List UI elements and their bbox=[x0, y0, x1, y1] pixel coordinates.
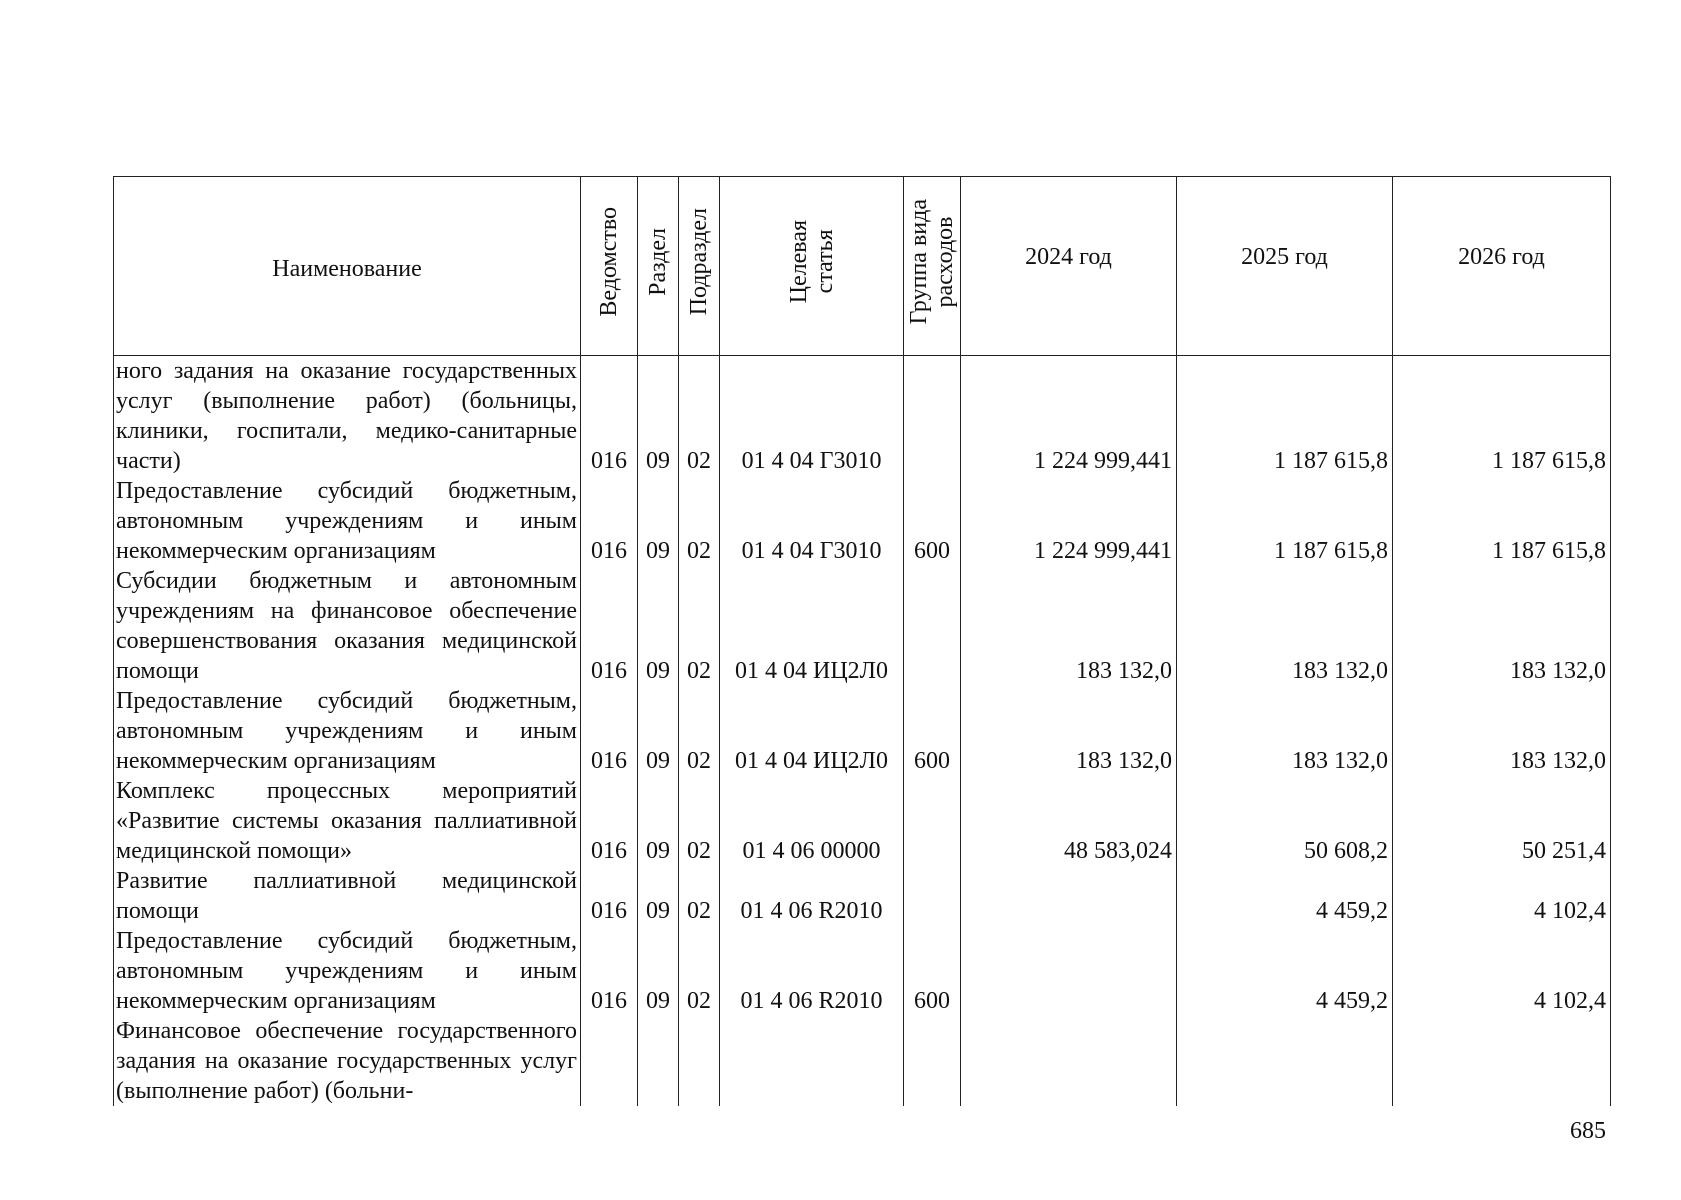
table-row bbox=[114, 566, 1611, 686]
cell-2025: 1 187 615,8 bbox=[1177, 356, 1393, 477]
page-number: 685 bbox=[1570, 1118, 1606, 1144]
header-year-2025: 2025 год bbox=[1177, 177, 1393, 356]
cell-2026: 50 251,4 bbox=[1393, 776, 1611, 866]
cell-2025: 183 132,0 bbox=[1177, 686, 1393, 776]
cell-2024: 48 583,024 bbox=[961, 776, 1177, 866]
cell-podrazdel: 02 bbox=[679, 686, 720, 776]
cell-razdel: 09 bbox=[638, 866, 679, 926]
cell-celevaya-statya: 01 4 04 ИЦ2Л0 bbox=[720, 686, 904, 776]
cell-2024: 1 224 999,441 bbox=[961, 356, 1177, 477]
cell-2025: 50 608,2 bbox=[1177, 776, 1393, 866]
cell-2024 bbox=[961, 926, 1177, 1016]
cell-vedomstvo: 016 bbox=[581, 776, 638, 866]
cell-podrazdel: 02 bbox=[679, 356, 720, 477]
cell-gruppa bbox=[904, 776, 961, 866]
table-row bbox=[114, 476, 1611, 566]
cell-razdel: 09 bbox=[638, 686, 679, 776]
header-vedomstvo: Ведомство bbox=[581, 177, 638, 356]
cell-gruppa bbox=[904, 356, 961, 477]
cell-gruppa bbox=[904, 566, 961, 686]
cell-celevaya-statya: 01 4 06 R2010 bbox=[720, 926, 904, 1016]
cell-2024 bbox=[961, 866, 1177, 926]
cell-podrazdel bbox=[679, 1016, 720, 1106]
cell-2025: 183 132,0 bbox=[1177, 566, 1393, 686]
cell-gruppa: 600 bbox=[904, 926, 961, 1016]
cell-2026: 4 102,4 bbox=[1393, 926, 1611, 1016]
cell-2026: 1 187 615,8 bbox=[1393, 356, 1611, 477]
cell-celevaya-statya: 01 4 06 00000 bbox=[720, 776, 904, 866]
cell-razdel: 09 bbox=[638, 926, 679, 1016]
header-celevaya-statya: Целевая статья bbox=[720, 177, 904, 356]
cell-vedomstvo bbox=[581, 1016, 638, 1106]
cell-2024: 183 132,0 bbox=[961, 566, 1177, 686]
table-row bbox=[114, 356, 1611, 477]
cell-name: Субсидии бюджетным и автономным учреждениям на финансовое обеспечение совершенствования оказания медицинской помощи bbox=[114, 566, 581, 686]
cell-razdel bbox=[638, 1016, 679, 1106]
cell-name: Комплекс процессных мероприятий «Развитие системы оказания паллиативной медицинской помощи» bbox=[114, 776, 581, 866]
header-year-2026: 2026 год bbox=[1393, 177, 1611, 356]
cell-celevaya-statya bbox=[720, 1016, 904, 1106]
table-row bbox=[114, 866, 1611, 926]
table-row bbox=[114, 686, 1611, 776]
cell-celevaya-statya: 01 4 04 Г3010 bbox=[720, 356, 904, 477]
cell-vedomstvo: 016 bbox=[581, 356, 638, 477]
cell-vedomstvo: 016 bbox=[581, 686, 638, 776]
budget-table bbox=[113, 176, 1611, 1106]
header-podrazdel: Подраздел bbox=[679, 177, 720, 356]
cell-name: Предоставление субсидий бюджетным, автономным учреждениям и иным некоммерческим организациям bbox=[114, 686, 581, 776]
cell-2026: 4 102,4 bbox=[1393, 866, 1611, 926]
cell-podrazdel: 02 bbox=[679, 566, 720, 686]
cell-razdel: 09 bbox=[638, 776, 679, 866]
cell-gruppa bbox=[904, 1016, 961, 1106]
cell-2026 bbox=[1393, 1016, 1611, 1106]
cell-gruppa: 600 bbox=[904, 686, 961, 776]
cell-2026: 183 132,0 bbox=[1393, 566, 1611, 686]
cell-name: Финансовое обеспечение государственного задания на оказание государственных услуг (выполнение работ) (больни- bbox=[114, 1016, 581, 1106]
cell-2025: 1 187 615,8 bbox=[1177, 476, 1393, 566]
cell-vedomstvo: 016 bbox=[581, 476, 638, 566]
cell-2025: 4 459,2 bbox=[1177, 926, 1393, 1016]
cell-2025: 4 459,2 bbox=[1177, 866, 1393, 926]
cell-vedomstvo: 016 bbox=[581, 866, 638, 926]
cell-vedomstvo: 016 bbox=[581, 566, 638, 686]
cell-podrazdel: 02 bbox=[679, 476, 720, 566]
cell-gruppa bbox=[904, 866, 961, 926]
header-gruppa-vida-rashodov: Группа вида расходов bbox=[904, 177, 961, 356]
cell-celevaya-statya: 01 4 06 R2010 bbox=[720, 866, 904, 926]
cell-celevaya-statya: 01 4 04 Г3010 bbox=[720, 476, 904, 566]
cell-name: Предоставление субсидий бюджетным, автономным учреждениям и иным некоммерческим организациям bbox=[114, 476, 581, 566]
table-header bbox=[114, 177, 1611, 356]
cell-podrazdel: 02 bbox=[679, 926, 720, 1016]
cell-celevaya-statya: 01 4 04 ИЦ2Л0 bbox=[720, 566, 904, 686]
header-year-2024: 2024 год bbox=[961, 177, 1177, 356]
cell-2025 bbox=[1177, 1016, 1393, 1106]
cell-razdel: 09 bbox=[638, 566, 679, 686]
cell-podrazdel: 02 bbox=[679, 776, 720, 866]
cell-vedomstvo: 016 bbox=[581, 926, 638, 1016]
cell-2024: 183 132,0 bbox=[961, 686, 1177, 776]
cell-name: ного задания на оказание государственных услуг (выполнение работ) (больницы, клиники, госпитали, медико-санитарные части) bbox=[114, 356, 581, 477]
table-row bbox=[114, 776, 1611, 866]
table-row bbox=[114, 926, 1611, 1016]
header-razdel: Раздел bbox=[638, 177, 679, 356]
cell-2026: 1 187 615,8 bbox=[1393, 476, 1611, 566]
cell-podrazdel: 02 bbox=[679, 866, 720, 926]
cell-2026: 183 132,0 bbox=[1393, 686, 1611, 776]
table-row bbox=[114, 1016, 1611, 1106]
cell-razdel: 09 bbox=[638, 476, 679, 566]
cell-2024: 1 224 999,441 bbox=[961, 476, 1177, 566]
table-body bbox=[114, 356, 1611, 1107]
cell-gruppa: 600 bbox=[904, 476, 961, 566]
cell-razdel: 09 bbox=[638, 356, 679, 477]
cell-name: Предоставление субсидий бюджетным, автономным учреждениям и иным некоммерческим организациям bbox=[114, 926, 581, 1016]
header-name: Наименование bbox=[114, 177, 581, 356]
cell-name: Развитие паллиативной медицинской помощи bbox=[114, 866, 581, 926]
cell-2024 bbox=[961, 1016, 1177, 1106]
